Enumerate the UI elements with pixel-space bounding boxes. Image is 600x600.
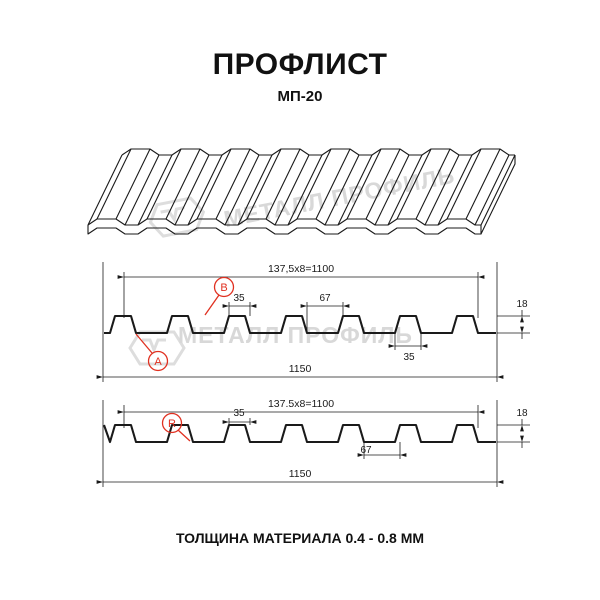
profile-view-top [103,262,530,382]
profile-outline-bottom [104,425,496,442]
dim-label-18-a: 18 [516,299,528,310]
callout-a-label: A [154,356,162,368]
dim-label-35-c: 35 [233,408,245,419]
model-subtitle: МП-20 [277,88,323,105]
profile-view-bottom [103,398,530,487]
watermark-text-top: МЕТАЛЛ ПРОФИЛЬ [221,161,458,233]
profile-outline-top [104,316,496,333]
watermark-text-bottom: МЕТАЛЛ ПРОФИЛЬ [178,322,413,348]
material-thickness-note: ТОЛЩИНА МАТЕРИАЛА 0.4 - 0.8 ММ [175,530,425,546]
dim-label-67-b: 67 [360,445,372,456]
dim-label-1150-b: 1150 [288,468,312,480]
dim-label-1150-a: 1150 [288,363,312,375]
dim-label-67-a: 67 [319,293,331,304]
dim-label-35-b: 35 [403,352,415,363]
dim-label-35-a: 35 [233,293,245,304]
page-title: ПРОФЛИСТ [212,48,388,81]
dim-label-18-b: 18 [516,408,528,419]
callout-r-label: R [168,418,176,430]
dim-label-top-1: 137,5х8=1100 [267,263,335,275]
callout-r [163,414,191,442]
callout-b-label: B [220,282,228,294]
dim-label-top-2: 137.5х8=1100 [267,398,335,410]
